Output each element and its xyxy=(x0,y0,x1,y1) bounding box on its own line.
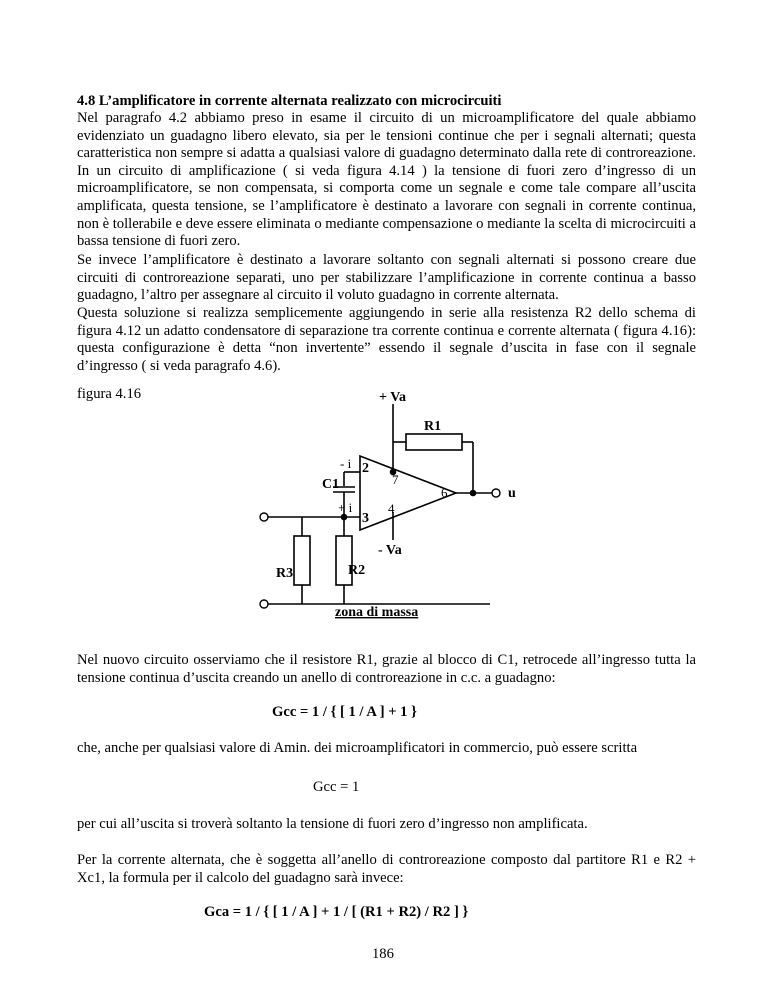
label-pin-2: 2 xyxy=(362,461,369,476)
figure-caption: figura 4.16 xyxy=(77,386,142,402)
formula-gcc-simple: Gcc = 1 xyxy=(313,779,360,795)
page-number: 186 xyxy=(372,946,394,962)
label-minus-i: - i xyxy=(340,456,352,471)
section-heading: 4.8 L’amplificatore in corrente alternata realizzato con microcircuiti xyxy=(77,93,502,109)
paragraph-ac-gain: Per la corrente alternata, che è soggetta all’anello di controreazione composto dal partitore R1 e R2 + Xc1, la formula per il calcolo del guadagno sarà invece: xyxy=(77,852,696,886)
paragraph-ac-signals: Se invece l’amplificatore è destinato a lavorare soltanto con segnali alternati si possono creare due circuiti di controreazione separati, uno per stabilizzare l’amplificazione in corrente continua a basso guadagno, l’altro per assegnare al circuito il voluto guadagno in corrente alternata. xyxy=(77,252,696,304)
label-output-u: u xyxy=(508,486,516,501)
label-pin-3: 3 xyxy=(362,511,369,526)
label-pin-4: 4 xyxy=(388,501,395,516)
label-pin-6: 6 xyxy=(441,485,448,500)
label-r2: R2 xyxy=(348,563,366,578)
label-r3: R3 xyxy=(276,566,294,581)
formula-gcc: Gcc = 1 / { [ 1 / A ] + 1 } xyxy=(272,704,417,720)
label-c1: C1 xyxy=(322,477,340,492)
formula-gca: Gca = 1 / { [ 1 / A ] + 1 / [ (R1 + R2) / R2 ] } xyxy=(204,904,469,920)
label-r1: R1 xyxy=(424,419,442,434)
label-pin-7: 7 xyxy=(392,472,399,487)
paragraph-solution: Questa soluzione si realizza semplicemente aggiungendo in serie alla resistenza R2 dello schema di figura 4.12 un adatto condensatore di separazione tra corrente continua e corrente alternata ( figura 4.16): questa configurazione è detta “non invertente” essendo il segnale d’uscita in fase con il segnale d’ingresso ( si veda paragrafo 4.6). xyxy=(77,305,696,374)
paragraph-output-offset: per cui all’uscita si troverà soltanto la tensione di fuori zero d’ingresso non amplificata. xyxy=(77,816,588,832)
label-ground-zone: zona di massa xyxy=(335,605,419,620)
paragraph-dc-feedback: Nel nuovo circuito osserviamo che il resistore R1, grazie al blocco di C1, retrocede all’ingresso tutta la tensione continua d’uscita creando un anello di controreazione in c.c. a guadagno: xyxy=(77,652,696,686)
resistor-r3 xyxy=(294,536,310,585)
paragraph-amin: che, anche per qualsiasi valore di Amin. dei microamplificatori in commercio, può essere scritta xyxy=(77,740,638,756)
label-vminus: - Va xyxy=(378,543,402,558)
resistor-r1 xyxy=(406,434,462,450)
label-vplus: + Va xyxy=(379,390,407,405)
paragraph-intro: Nel paragrafo 4.2 abbiamo preso in esame il circuito di un microamplificatore del quale abbiamo evidenziato un guadagno libero elevato, sia per le tensioni continue che per i segnali alternati; questa caratteristica non sempre si adatta a qualsiasi valore di guadagno determinato dalla rete di controreazione. In un circuito di amplificazione ( si veda figura 4.14 ) la tensione di fuori zero d’ingresso di un microamplificatore, se non compensata, si comporta come un segnale e come tale compare all’uscita amplificata, questa tensione, se l’amplificatore è destinato a lavorare con segnali in corrente continua, non è tollerabile e deve essere eliminata o mediante compensazione o mediante la scelta di microcircuiti a bassa tensione di fuori zero. xyxy=(77,110,696,250)
label-plus-i: + i xyxy=(338,500,353,515)
